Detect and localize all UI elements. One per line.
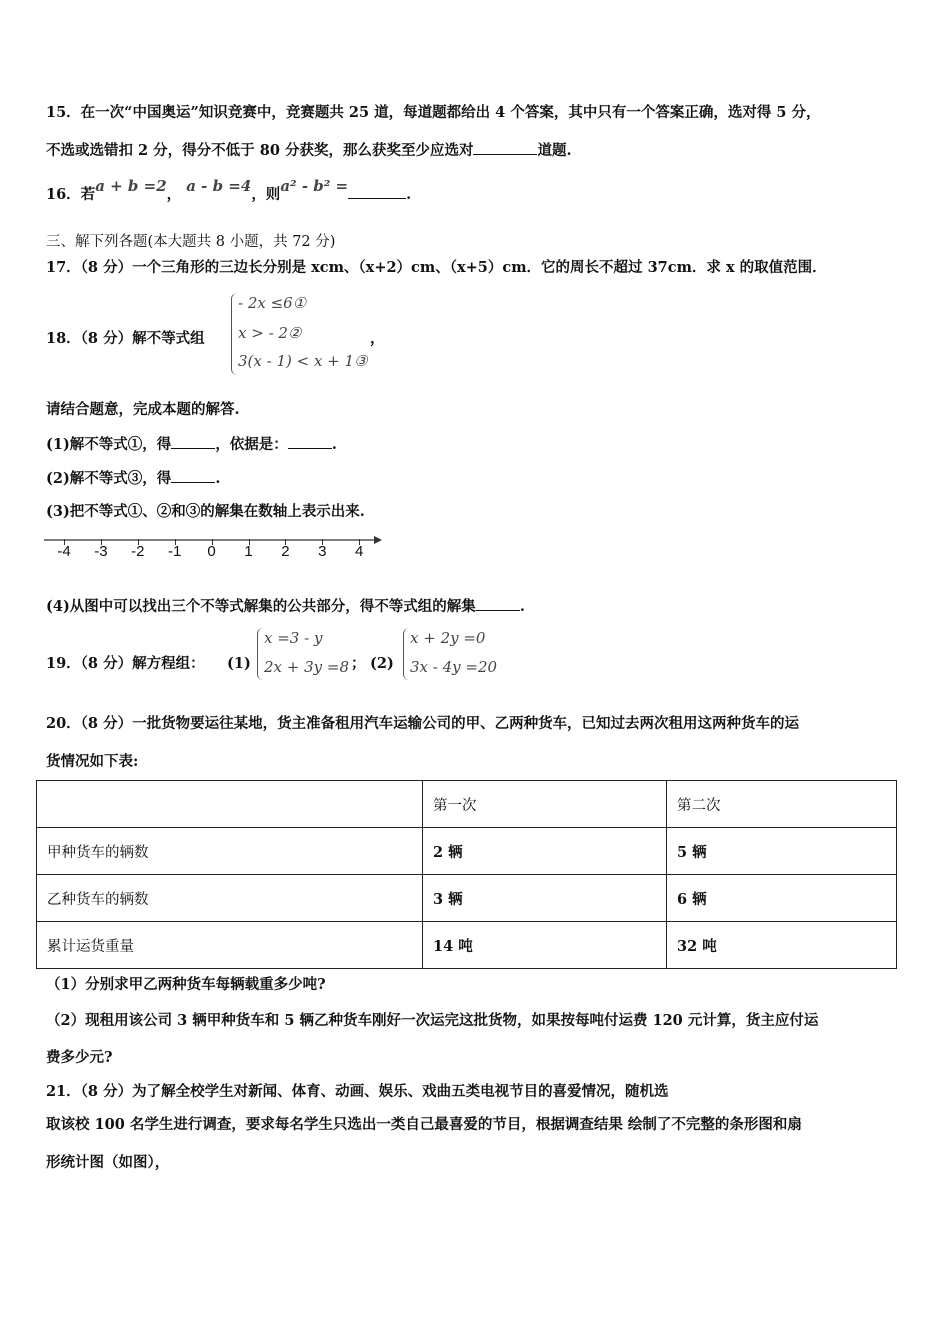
q18-comma: ， — [370, 330, 385, 347]
q18-ineq2: x > - 2② — [238, 324, 302, 342]
table-cell: 5 辆 — [667, 828, 897, 875]
q18-part2 — [46, 468, 220, 489]
table-header-row — [37, 781, 897, 828]
q16-expr3: a² - b² = — [280, 177, 349, 195]
q18-instruction: 请结合题意，完成本题的解答. — [46, 401, 240, 418]
q16-sep1: ， — [166, 186, 182, 203]
q18-brace — [231, 293, 238, 375]
freight-table — [36, 780, 897, 969]
q19-brace1 — [257, 628, 264, 680]
q16-expr2: a - b =4 — [186, 177, 252, 195]
q18-ineq1: - 2x ≤6① — [238, 294, 307, 312]
table-cell: 3 辆 — [423, 875, 667, 922]
q15-line1: 15．在一次“中国奥运”知识竞赛中，竞赛题共 25 道，每道题都给出 4 个答案，其中只有一个答案正确，选对得 5 分， — [46, 104, 821, 121]
number-line-label: 0 — [207, 543, 216, 560]
number-line-label: 1 — [244, 543, 253, 560]
q19-prefix: 19．（8 分）解方程组： — [46, 655, 205, 672]
number-line-label: -4 — [57, 543, 71, 560]
section-heading: 三、解下列各题(本大题共 8 小题，共 72 分) — [46, 234, 336, 250]
q18-part1-blank2[interactable] — [288, 434, 332, 449]
q15-line2 — [46, 140, 572, 161]
q18-prefix: 18．（8 分）解不等式组 — [46, 330, 205, 347]
table-cell: 甲种货车的辆数 — [37, 828, 423, 875]
q18-part1-text2: ，依据是： — [215, 436, 288, 453]
q21-line3: 形统计图（如图）， — [46, 1154, 170, 1171]
table-cell: 累计运货重量 — [37, 922, 423, 969]
table-row — [37, 875, 897, 922]
q16-prefix: 16．若 — [46, 186, 96, 203]
table-cell: 14 吨 — [423, 922, 667, 969]
q18-part1-blank1[interactable] — [171, 434, 215, 449]
q18-part2-blank[interactable] — [171, 468, 215, 483]
number-line-label: -1 — [168, 543, 182, 560]
q18-part4-blank[interactable] — [476, 596, 520, 611]
q18-part2-end: . — [215, 470, 221, 487]
q19-brace2 — [403, 628, 410, 680]
q19-sys1-eq2: 2x + 3y =8 — [264, 658, 350, 676]
q16-line — [46, 177, 412, 205]
table-cell: 32 吨 — [667, 922, 897, 969]
table-cell: 6 辆 — [667, 875, 897, 922]
table-header-cell: 第一次 — [423, 781, 667, 828]
number-line-label: 4 — [355, 543, 364, 560]
number-line-arrow — [374, 536, 382, 544]
q18-part1-text: (1)解不等式①，得 — [46, 436, 172, 453]
table-cell: 乙种货车的辆数 — [37, 875, 423, 922]
q18-part1-end: . — [331, 436, 337, 453]
q19-sys2-eq2: 3x - 4y =20 — [410, 658, 498, 676]
q18-part2-text: (2)解不等式③，得 — [46, 470, 172, 487]
q21-line2: 取该校 100 名学生进行调查，要求每名学生只选出一类自己最喜爱的节目，根据调查结果 绘制了不完整的条形图和扇 — [46, 1116, 802, 1133]
q18-part4 — [46, 596, 525, 617]
q15-answer-blank[interactable] — [473, 140, 537, 155]
table-header-cell: 第二次 — [667, 781, 897, 828]
q19-part2-label: (2) — [370, 655, 394, 672]
table-row — [37, 828, 897, 875]
q19-semicolon: ； — [351, 655, 366, 672]
number-line-label: 2 — [281, 543, 290, 560]
number-line-label: -2 — [131, 543, 145, 560]
q16-suffix: . — [406, 186, 412, 203]
q19-sys2-eq1: x + 2y =0 — [410, 629, 486, 647]
q20-sub2-line2: 费多少元? — [46, 1049, 113, 1066]
q21-line1: 21．（8 分）为了解全校学生对新闻、体育、动画、娱乐、戏曲五类电视节目的喜爱情况，随机选 — [46, 1083, 669, 1100]
q15-text: 不选或选错扣 2 分，得分不低于 80 分获奖，那么获奖至少应选对 — [46, 142, 474, 159]
q20-line1: 20．（8 分）一批货物要运往某地，货主准备租用汽车运输公司的甲、乙两种货车，已知过去两次租用这两种货车的运 — [46, 715, 800, 732]
number-line-label: -3 — [94, 543, 108, 560]
table-header-cell — [37, 781, 423, 828]
q18-part1 — [46, 434, 337, 455]
q16-sep2: ，则 — [251, 186, 281, 203]
q18-part3: (3)把不等式①、②和③的解集在数轴上表示出来. — [46, 503, 365, 520]
q17-text: 17．（8 分）一个三角形的三边长分别是 xcm、（x+2）cm、（x+5）cm．它的周长不超过 37cm．求 x 的取值范围． — [46, 259, 827, 276]
q20-sub2-line1: （2）现租用该公司 3 辆甲种货车和 5 辆乙种货车刚好一次运完这批货物，如果按每吨付运费 120 元计算，货主应付运 — [46, 1012, 819, 1029]
q20-line2: 货情况如下表: — [46, 753, 139, 770]
q15-suffix: 道题. — [537, 142, 572, 159]
table-row — [37, 922, 897, 969]
q18-part4-end: . — [519, 598, 525, 615]
q19-sys1-eq1: x =3 - y — [264, 629, 323, 647]
q18-ineq3: 3(x - 1) < x + 1③ — [238, 352, 368, 370]
q18-part4-text: (4)从图中可以找出三个不等式解集的公共部分，得不等式组的解集 — [46, 598, 476, 615]
q16-expr1: a + b =2 — [95, 177, 167, 195]
q16-answer-blank[interactable] — [348, 184, 406, 199]
q20-sub1: （1）分别求甲乙两种货车每辆载重多少吨? — [46, 976, 326, 993]
number-line-label: 3 — [318, 543, 327, 560]
q19-part1-label: (1) — [227, 655, 251, 672]
table-cell: 2 辆 — [423, 828, 667, 875]
